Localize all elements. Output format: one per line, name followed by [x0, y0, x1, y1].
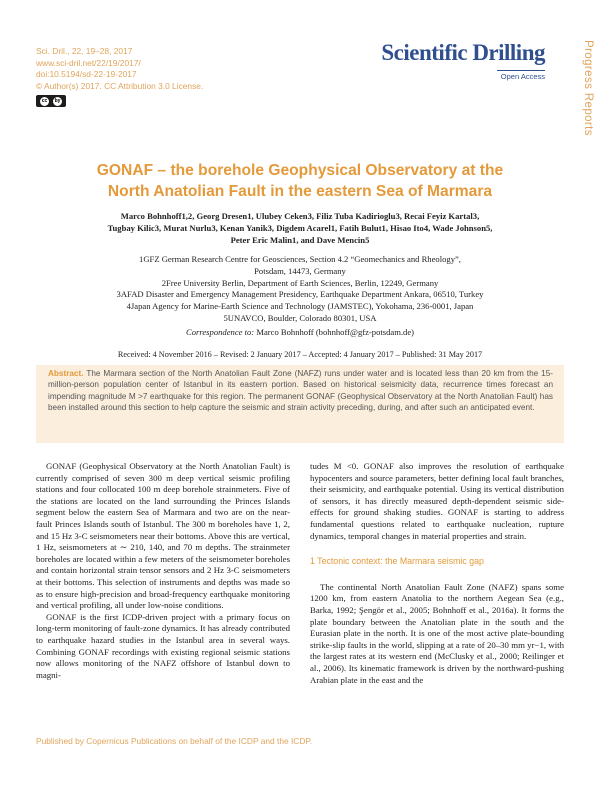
affiliation-line: 2Free University Berlin, Department of Earth Sciences, Berlin, 12249, Germany [161, 277, 439, 288]
abstract-label: Abstract. [48, 369, 84, 378]
publication-dates: Received: 4 November 2016 – Revised: 2 January 2017 – Accepted: 4 January 2017 – Published: 31 May 2017 [117, 350, 483, 359]
author-line: Peter Eric Malin1, and Dave Mencin5 [230, 234, 370, 245]
publisher-footer: Published by Copernicus Publications on behalf of the ICDP and the ICDP. [36, 736, 313, 746]
by-icon: by [54, 97, 61, 104]
journal-logo [325, 40, 545, 84]
journal-name: Scientific Drilling [381, 40, 545, 65]
cc-license-badge[interactable] [36, 95, 66, 107]
affiliation-line: 4Japan Agency for Marine-Earth Science and Technology (JAMSTEC), Yokohama, 236-0001, Japan [126, 301, 474, 312]
correspondence [70, 327, 530, 337]
correspondence-label: Correspondence to: [185, 327, 255, 337]
body-paragraph: tudes M <0. GONAF also improves the resolution of earthquake hypocenters and source parameters, better defining local fault branches, their seismicity, and earthquake potential. Using its vertical distribution of sensors, it has directly measured depth-dependent seismic side-effects for ground shaking studies. GONAF is starting to address fundamental questions related to earthquake nucleation, rupture dynamics, temporal changes in material properties and strain. [310, 461, 564, 541]
right-column [310, 461, 564, 686]
citation-block [36, 46, 286, 92]
doi-link[interactable]: doi:10.5194/sd-22-19-2017 [36, 69, 137, 79]
side-section-label [578, 40, 596, 180]
affiliation-line: Potsdam, 14473, Germany [254, 265, 346, 276]
open-access-label: Open Access [497, 70, 545, 81]
abstract-text: The Marmara section of the North Anatolian Fault Zone (NAFZ) runs under water and is located less than 20 km from the 15-million-person population center of Istanbul in its eastern portion. Based on historical seismicity data, recurrence times forecast an impending magnitude M >7 earthquake for this region. The permanent GONAF (Geophysical Observatory at the North Anatolian Fault) has been installed around this section to help capture the seismic and strain activity preceding, during, and after such an anticipated event. [48, 369, 553, 413]
affiliation-list [70, 254, 530, 325]
author-line: Marco Bohnhoff1,2, Georg Dresen1, Ulubey Ceken3, Filiz Tuba Kadirioglu3, Recai Feyiz Kartal3, [120, 211, 480, 221]
paper-title [60, 160, 540, 202]
section-heading: 1 Tectonic context: the Marmara seismic gap [310, 556, 484, 567]
body-paragraph: GONAF (Geophysical Observatory at the North Anatolian Fault) is currently comprised of seven 300 m deep vertical seismic profiling stations and four collocated 100 m deep borehole strainmeters. Five of the stations are located on the land surrounding the Princes Islands segment below the eastern Sea of Marmara and two are on the near-fault Princes Islands south of Istanbul. The 300 m boreholes have 1, 2, and 15 Hz 3-C seismometers near their bottoms. Above this are vertical, 1 Hz, seismometers at ∼ 210, 140, and 70 m depths. The strainmeter boreholes are located within a few meters of the seismometer boreholes and contain horizontal strain tensor sensors and 2 Hz 3-C seismometers at their bottoms. This selection of instruments and depths was made so as to ensure high-precision and broad-frequency earthquake monitoring and vertical profiling, all under low-noise conditions. [36, 461, 290, 611]
progress-reports-label: Progress Reports [582, 40, 594, 136]
affiliation-line: 1GFZ German Research Centre for Geosciences, Section 4.2 “Geomechanics and Rheology”, [139, 254, 461, 264]
author-line: Tugbay Kilic3, Murat Nurlu3, Kenan Yanik3, Digdem Acarel1, Fatih Bulut1, Hisao Ito4, Wade Johnson5, [107, 222, 493, 233]
cc-icon: cc [41, 97, 48, 104]
author-list [70, 211, 530, 246]
title-line: GONAF – the borehole Geophysical Observatory at the [96, 162, 504, 179]
correspondence-email[interactable]: Marco Bohnhoff (bohnhoff@gfz-potsdam.de) [256, 327, 415, 337]
affiliation-line: 5UNAVCO, Boulder, Colorado 80301, USA [223, 312, 377, 323]
abstract [48, 368, 553, 414]
left-column [36, 461, 290, 681]
body-paragraph: GONAF is the first ICDP-driven project with a primary focus on long-term monitoring of fault-zone dynamics. It has already contributed to earthquake hazard studies in the Istanbul area in several ways. Combining GONAF recordings with existing regional seismic stations now allows monitoring of the NAFZ offshore of Istanbul down to magni- [36, 611, 290, 680]
citation-line: Sci. Dril., 22, 19–28, 2017 [36, 46, 133, 56]
license-line: © Author(s) 2017. CC Attribution 3.0 License. [36, 80, 204, 91]
affiliation-line: 3AFAD Disaster and Emergency Management Presidency, Earthquake Department Ankara, 06510, Turkey [116, 289, 484, 300]
url-link[interactable]: www.sci-dril.net/22/19/2017/ [36, 57, 141, 68]
title-line: North Anatolian Fault in the eastern Sea of Marmara [107, 183, 493, 200]
body-paragraph: The continental North Anatolian Fault Zone (NAFZ) spans some 1200 km, from eastern Anatolia to the northern Aegean Sea (e.g., Barka, 1992; Şengör et al., 2005; Bohnhoff et al., 2016a). It forms the plate boundary between the Anatolian plate in the south and the Eurasian plate in the north. It is one of the most active plate-bounding strike-slip faults in the world, slipping at a rate of 20–30 mm yr−1, with the largest rates at its western end (McClusky et al., 2000; Reilinger et al., 2006). Its kinematic framework is driven by the northward-pushing Arabian plate in the east and the [310, 581, 564, 685]
